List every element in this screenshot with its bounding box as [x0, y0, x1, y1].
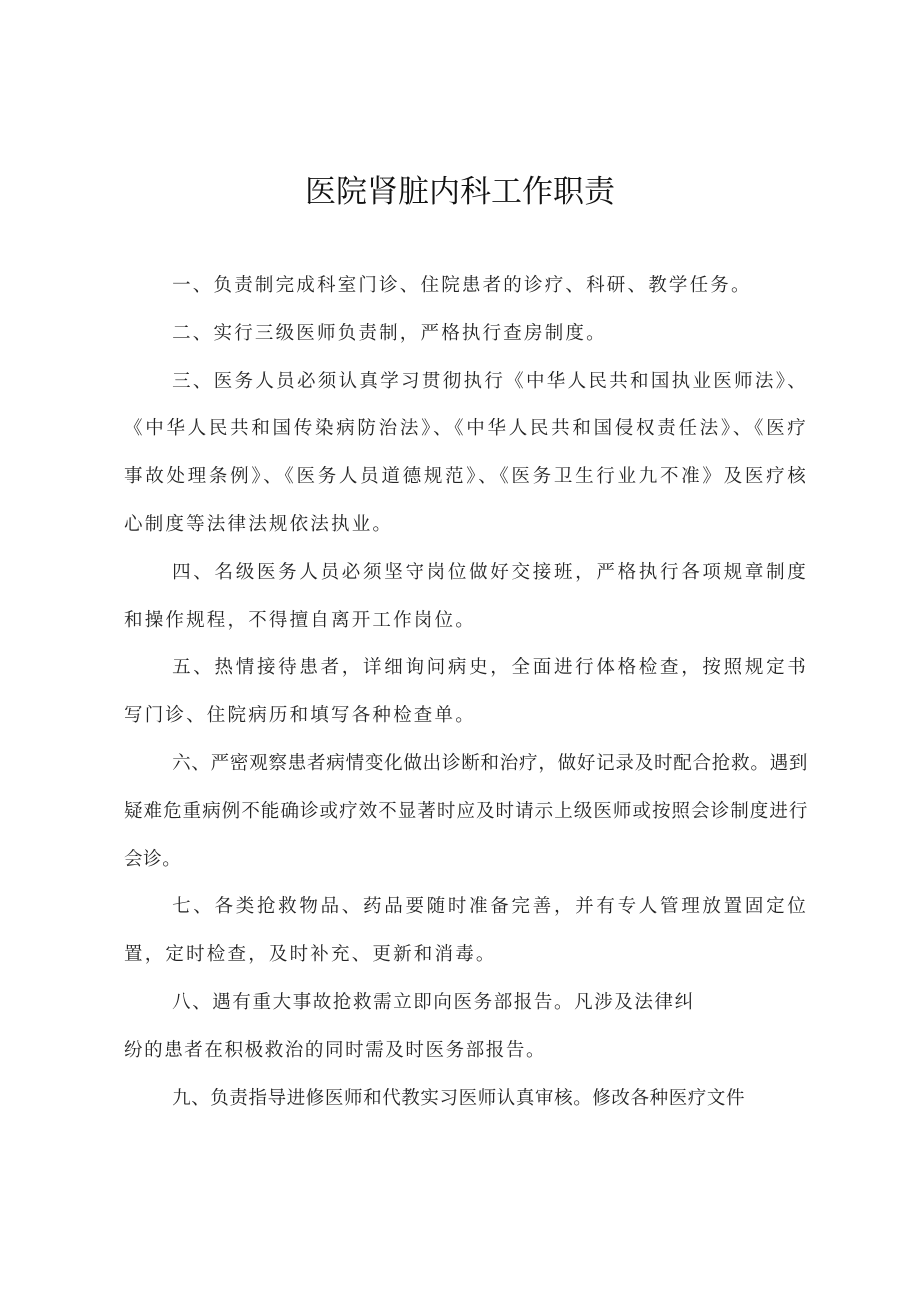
paragraph-5: 五、热情接待患者，详细询问病史，全面进行体格检查，按照规定书写门诊、住院病历和填写各种检查单。	[124, 657, 808, 727]
paragraph-4: 四、名级医务人员必须坚守岗位做好交接班，严格执行各项规章制度和操作规程，不得擅自离开工作岗位。	[124, 561, 808, 631]
paragraph-3: 三、医务人员必须认真学习贯彻执行《中华人民共和国执业医师法》、《中华人民共和国传染病防治法》、《中华人民共和国侵权责任法》、《医疗事故处理条例》、《医务人员道德规范》、《医务卫生行业九不准》及医疗核心制度等法律法规依法执业。	[124, 370, 808, 535]
paragraph-1: 一、负责制完成科室门诊、住院患者的诊疗、科研、教学任务。	[172, 275, 752, 296]
paragraph-6: 六、严密观察患者病情变化做出诊断和治疗，做好记录及时配合抢救。遇到疑难危重病例不能确诊或疗效不显著时应及时请示上级医师或按照会诊制度进行会诊。	[124, 752, 808, 870]
document-body	[124, 262, 808, 1122]
paragraph-7: 七、各类抢救物品、药品要随时准备完善，并有专人管理放置固定位置，定时检查，及时补充、更新和消毒。	[124, 896, 808, 966]
paragraph-8-line-1: 八、遇有重大事故抢救需立即向医务部报告。凡涉及法律纠	[172, 991, 695, 1013]
paragraph-2: 二、实行三级医师负责制，严格执行查房制度。	[172, 322, 607, 344]
paragraph-8-line-2: 纷的患者在积极救治的同时需及时医务部报告。	[124, 1039, 547, 1061]
paragraph-9: 九、负责指导进修医师和代教实习医师认真审核。修改各种医疗文件	[172, 1087, 746, 1109]
document-title: 医院肾脏内科工作职责	[305, 174, 615, 210]
